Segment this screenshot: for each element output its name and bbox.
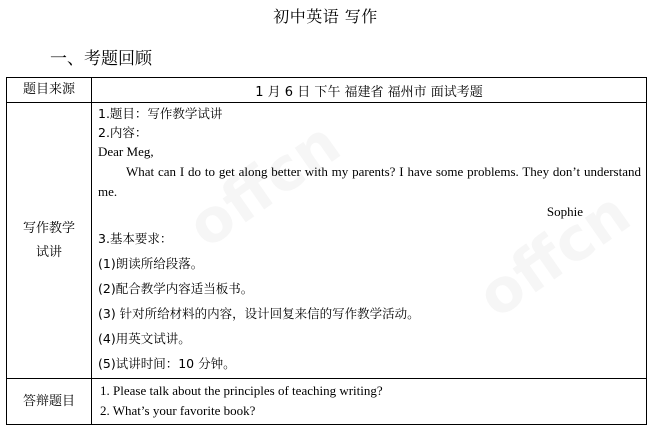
section-heading: 一、考题回顾 xyxy=(50,49,152,69)
requirement-item: (2)配合教学内容适当板书。 xyxy=(98,281,254,296)
source-row xyxy=(7,78,647,103)
qa-content xyxy=(92,379,647,425)
source-label: 题目来源 xyxy=(7,78,92,103)
requirement-item: (5)试讲时间：10 分钟。 xyxy=(98,356,236,371)
letter-body: What can I do to get along better with my parents? I have some problems. They don’t understand me. xyxy=(98,164,641,199)
task-label xyxy=(7,103,92,379)
requirement-item: (4)用英文试讲。 xyxy=(98,331,191,346)
page-title: 初中英语 写作 xyxy=(273,7,378,26)
task-content xyxy=(92,103,647,379)
source-value: 1 月 6 日 下午 福建省 福州市 面试考题 xyxy=(92,78,647,103)
task-row xyxy=(7,103,647,379)
task-topic: 1.题目：写作教学试讲 xyxy=(98,106,223,121)
qa-row xyxy=(7,379,647,425)
requirement-item: (1)朗读所给段落。 xyxy=(98,256,204,271)
qa-question: 2. What’s your favorite book? xyxy=(100,403,256,418)
exam-table xyxy=(6,77,647,425)
content-label: 2.内容： xyxy=(98,125,148,140)
requirements-label: 3.基本要求： xyxy=(98,231,173,246)
letter-greeting: Dear Meg, xyxy=(98,144,154,159)
qa-label: 答辩题目 xyxy=(7,379,92,425)
qa-question: 1. Please talk about the principles of teaching writing? xyxy=(100,383,383,398)
letter-signature: Sophie xyxy=(546,204,583,219)
requirement-item: (3) 针对所给材料的内容，设计回复来信的写作教学活动。 xyxy=(98,306,420,321)
task-label-text: 写作教学试讲 xyxy=(22,220,75,260)
